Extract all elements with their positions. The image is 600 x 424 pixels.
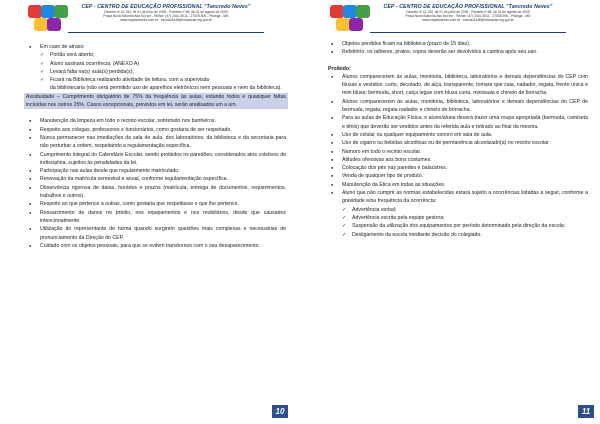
list-item: ● Participação nas aulas desde que regularmente matriculado. <box>26 167 286 175</box>
list-item: ● Uso de cigarro ou bebidas alcoólicas ou de permanência alcoolizado(a) no recinto escolar. <box>328 139 588 147</box>
list-item: ● Cuidado com os objetos pessoais, para que se evitem transtornos com o seu desaparecimento. <box>26 242 286 250</box>
list-item: ✓ Suspensão da utilização dos equipamentos por período determinado pela direção da escola; <box>328 222 588 230</box>
header-title: CEP - CENTRO DE EDUCAÇÃO PROFISSIONAL "Tancredo Neves" <box>81 4 251 10</box>
list-item: ✓ Advertência escrita pela equipe gestora; <box>328 214 588 222</box>
header-line-3: www.cepitancredo.com.br - escola.8448@educacao.mg.gov.br <box>120 18 212 23</box>
list-item: ● Venda de qualquer tipo de produto. <box>328 172 588 180</box>
header-line-3: www.cepitancredo.com.br - escola.8448@educacao.mg.gov.br <box>422 18 514 23</box>
list-item: ● Uso de celular ou qualquer equipamento sonoro em sala de aula. <box>328 131 588 139</box>
section-title: Proibido: <box>328 65 351 72</box>
continuation-text: da bibliotecária (não será permitido uso de aparelhos eletrônicos nem pessoais e nem da biblioteca). <box>50 85 282 92</box>
list-item: ● Observância rigorosa de datas, horários e prazos (matrícula, entrega de documentos, requerimentos, trabalhos e outros). <box>26 184 286 201</box>
list-item: ● Ressarcimento de danos no prédio, nos equipamentos e nos mobiliários, desde que causados intencionalmente. <box>26 209 286 226</box>
list-item: ● Objetos perdidos ficam na biblioteca (prazo de 15 dias). <box>328 40 588 48</box>
list-item: ● Respeito ao que pertence a outras, como gostaria que respeitasse o que lhe pertence. <box>26 200 286 208</box>
list-item: ● Refeitório: os talheres, pratos, copos deverão ser devolvidos à cantina após seu uso. <box>328 48 588 56</box>
page-header <box>328 3 568 35</box>
puzzle-logo-icon <box>26 3 70 33</box>
list-item: ● Nunca permanecer nas imediações da sala de aula, dos laboratórios, da biblioteca e da secretaria para não perturbar a ordem, respeitando a regulamentação específica. <box>26 134 286 151</box>
header-divider <box>370 32 566 33</box>
list-item: ● Alunos comparecerem às aulas, monitoria, biblioteca, laboratórios e demais dependências do CEP com blusas e vestidos: curto, decotado, de alça, transparente, tomara que caia, nadador, regata, frente única e mini blusa; bermuda, short, calça legue com blusa curta, minissaia e chinelo de borracha. <box>328 73 588 98</box>
right-content <box>328 40 588 239</box>
list-item: ● Aluno que não cumprir as normas estabelecidas estará sujeito a ocorrências listadas a seguir, conforme a gravidade e/ou frequência da ocorrência: <box>328 189 588 206</box>
header-divider <box>68 32 264 33</box>
list-item: ● Namoro em todo o recinto escolar. <box>328 148 588 156</box>
assiduidade-note: Assiduidade – Cumprimento obrigatório de 75% da frequência às aulas, estando todos e quaisquer faltas incluídas nos outros 25%. Casos excepcionais, previstos em lei, serão analisados um a um. <box>26 93 286 109</box>
header-line-2: Praça Nova Bolonha Asa Sul s/n - Tel/fax: (47) 3341-5011 - 27005-900 - Pitanga - MG <box>405 14 531 19</box>
page-header <box>26 3 266 35</box>
list-item: ✓ Aluno assinará ocorrência; (ANEXO A) <box>26 60 286 68</box>
list-item: ● Para as aulas de Educação Física, o aluno/aluna deverá trazer uma roupa apropriada (bermuda, camiseta e tênis) que deverão ser vestidos antes da referida aula e retirado ao final da mesma. <box>328 114 588 131</box>
page-number: 11 <box>578 405 594 418</box>
left-content <box>26 43 286 250</box>
left-page <box>4 0 294 424</box>
puzzle-logo-icon <box>328 3 372 33</box>
list-item: ● Cumprimento integral do Calendário Escolar, sendo proibidos os paredões; considerados atos coletivos de indisciplina, sujeitos às penalidades da lei. <box>26 151 286 168</box>
list-item: ● Renovação da matrícula semestral e anual, conforme regulamentação específica. <box>26 175 286 183</box>
list-item: ● Colocação dos pés nas paredes e balaústres. <box>328 164 588 172</box>
header-title: CEP - CENTRO DE EDUCAÇÃO PROFISSIONAL "Tancredo Neves" <box>383 4 553 10</box>
list-item: ● Em caso de atraso: <box>26 43 286 51</box>
list-item: ✓ Desligamento da escola mediante decisão do colegiado. <box>328 231 588 239</box>
list-item: ✓ Levará falta na(s) aula(s) perdida(s); <box>26 68 286 76</box>
list-item: ● Alunos comparecerem às aulas, monitoria, biblioteca, laboratórios e demais dependências do CEP de bermuda, regata, regata nadador e chinelo de borracha. <box>328 98 588 115</box>
list-item: ● Utilização do representante de turma quando surgirem questões mais complexas e necessárias de pronunciamento da Direção do CEP. <box>26 225 286 242</box>
list-item: ● Manutenção da limpeza em todo o recinto escolar, sobretudo nos banheiros. <box>26 117 286 125</box>
list-item: ● Respeito aos colegas, professores e funcionários, como gostaria de ser respeitado. <box>26 126 286 134</box>
page-number: 10 <box>272 405 288 418</box>
list-item: ● Manutenção da Ética em todas as situações. <box>328 181 588 189</box>
header-line-2: Praça Nova Bolonha Asa Sul s/n - Tel/fax: (47) 3341-5011 - 27005-900 - Pitanga - MG <box>103 14 229 19</box>
list-item: ✓ Portão será aberto; <box>26 51 286 59</box>
header-line-1: Decreto nº 41.754, de 01 de julho de 2009 - Portaria nº 58, de 31 de agosto de 2009 <box>406 10 530 14</box>
list-item: ✓ Ficará na Biblioteca realizando atividade de leitura, com a supervisão <box>26 76 286 84</box>
header-line-1: Decreto nº 41.754, de 01 de julho de 2009 - Portaria nº 58, de 31 de agosto de 2009 <box>104 10 228 14</box>
right-page <box>306 0 596 424</box>
list-item: ✓ Advertência verbal; <box>328 206 588 214</box>
list-item: ● Atitudes ofensivas aos bons costumes. <box>328 156 588 164</box>
